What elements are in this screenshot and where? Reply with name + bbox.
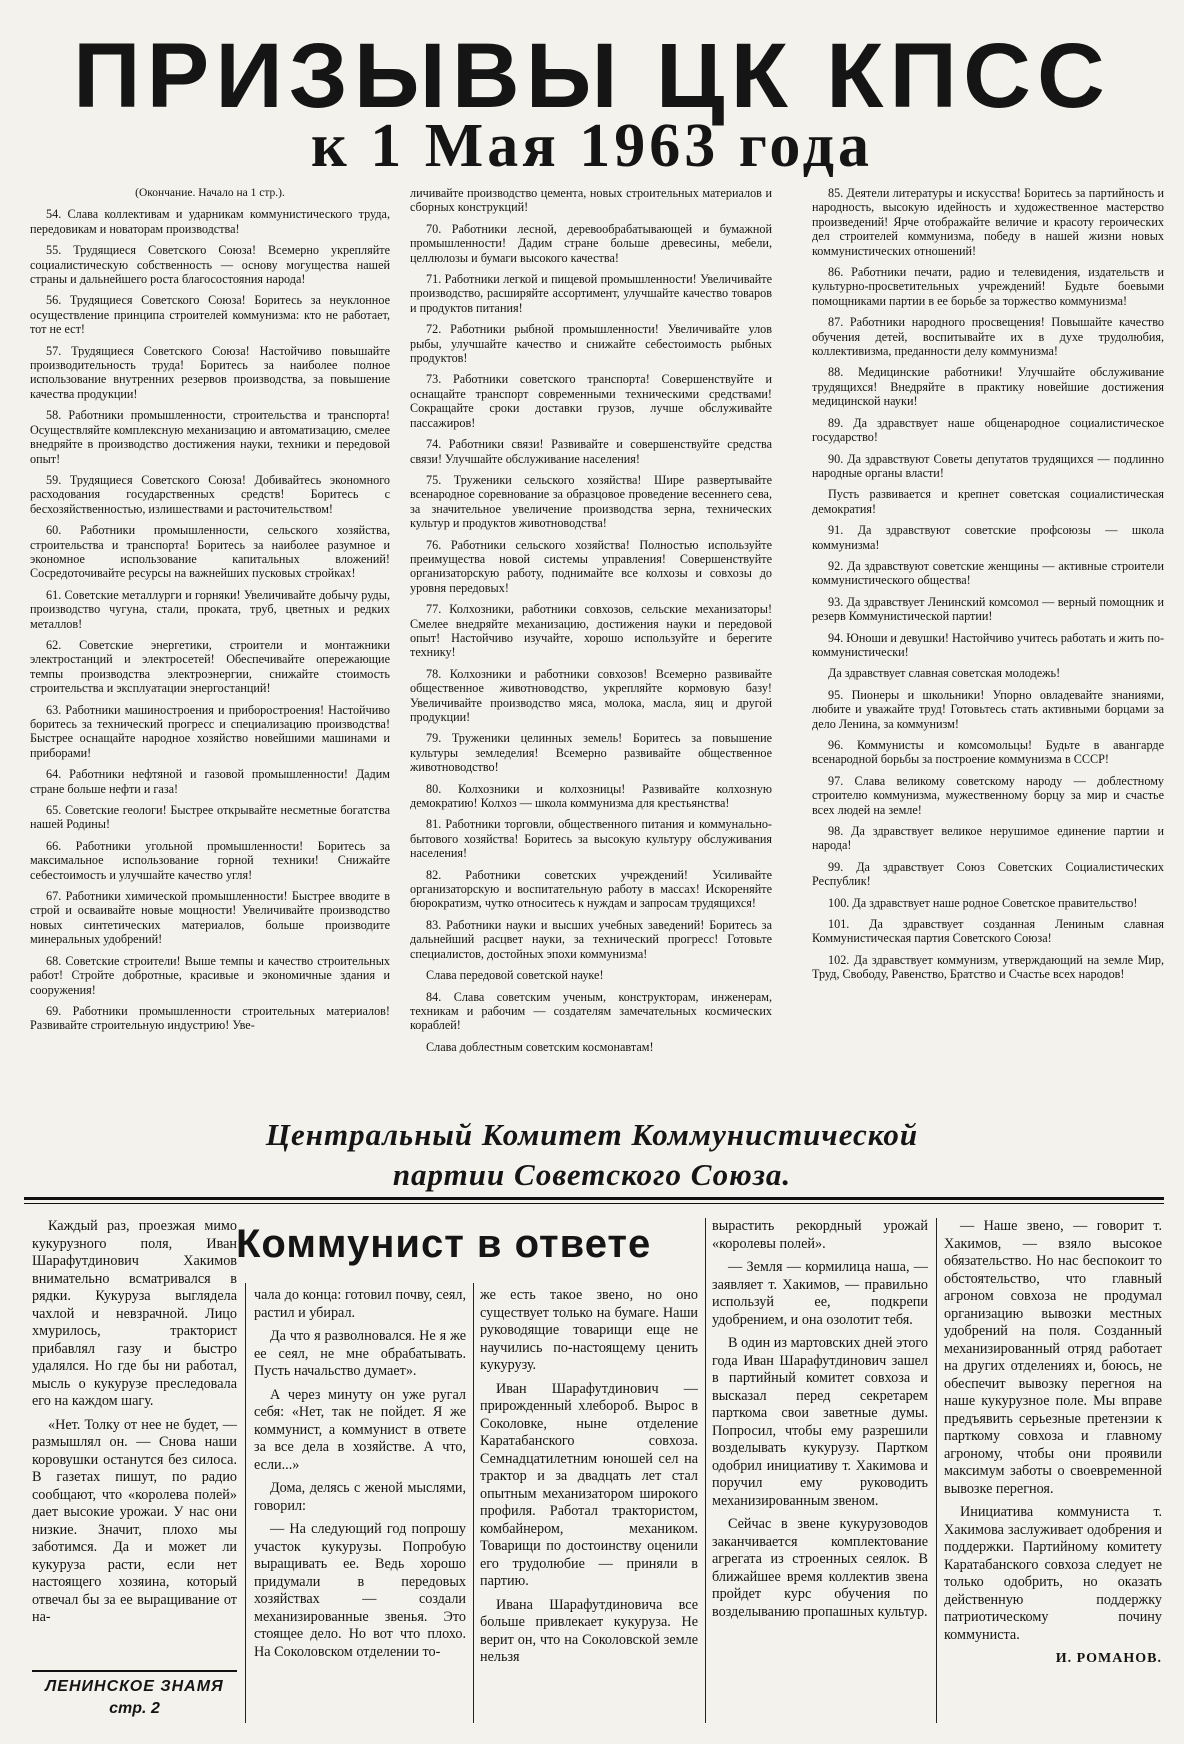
article-paragraph: Каждый раз, проезжая мимо кукурузного поля, Иван Шарафутдинович Хакимов внимательно всматривался в рядки. Кукуруза выглядела чахлой и невзрачной. Лицо хмурилось, тракторист прибавлял газу и быстро удалялся. Но где бы ни работал, мысль о кукурузе преследовала его на каждом шагу. [32,1218,237,1409]
article-paragraph: Сейчас в звене кукурузоводов заканчивается комплектование агрегата из строенных сеялок. В ближайшее время коллектив звена пройдет курс обучения по возделыванию пропашных культур. [712,1516,928,1620]
appeal-item: 76. Работники сельского хозяйства! Полностью используйте преимущества новой системы управления! Совершенствуйте организаторскую работу, поднимайте все колхозы и совхозы до уровня передовых! [410,537,772,595]
article-paragraph: же есть такое звено, но оно существует только на бумаге. Наши руководящие товарищи еще не научились по-настоящему ценить кукурузу. [480,1287,698,1373]
appeal-item: 54. Слава коллективам и ударникам коммунистического труда, передовикам и новаторам производства! [30,207,390,236]
continuation-note: (Окончание. Начало на 1 стр.). [135,187,285,199]
committee-signature [0,1115,1184,1195]
appeal-item: 98. Да здравствует великое нерушимое единение партии и народа! [812,824,1164,853]
appeal-item: 78. Колхозники и работники совхозов! Всемерно развивайте общественное животноводство, укрепляйте кормовую базу! Увеличивайте производство мяса, молока, масла, яиц и другой продукции! [410,666,772,724]
appeal-item: 67. Работники химической промышленности! Быстрее вводите в строй и осваивайте новые мощности! Увеличивайте производство новых синтетических материалов, больше производите минеральных удобрений! [30,889,390,947]
appeal-item: 75. Труженики сельского хозяйства! Шире развертывайте всенародное соревнование за образцовое проведение весеннего сева, за значительное увеличение производства зерна, технических культур и продуктов животноводства! [410,472,772,531]
signature-line-2: партии Советского Союза. [392,1157,792,1192]
article-column-3 [480,1287,698,1673]
article-paragraph: Да что я разволновался. Не я же ее сеял, не мне обрабатывать. Пусть начальство думает». [254,1328,466,1379]
article-paragraph: А через минуту он уже ругал себя: «Нет, так не пойдет. Я же коммунист, а коммунист в ответе за все дела в хозяйстве. А что, если...» [254,1386,466,1473]
appeal-item: 91. Да здравствуют советские профсоюзы — школа коммунизма! [812,523,1164,552]
appeal-item: 65. Советские геологи! Быстрее открывайте несметные богатства нашей Родины! [30,803,390,832]
appeal-item: 85. Деятели литературы и искусства! Боритесь за партийность и народность, высокую идейность и художественное мастерство произведений! Ярче отображайте величие и красоту героических дел строителей коммунизма, победу в нашей жизни новых коммунистических отношений! [812,186,1164,258]
appeal-item: 90. Да здравствуют Советы депутатов трудящихся — подлинно народные органы власти! [812,451,1164,480]
newspaper-name: ЛЕНИНСКОЕ ЗНАМЯ [45,1678,224,1695]
appeal-item: 77. Колхозники, работники совхозов, сельские механизаторы! Смелее внедряйте механизацию, достижения науки и передовой опыт! Настойчиво изучайте, хорошо используйте и берегите технику! [410,602,772,660]
appeal-item: 55. Трудящиеся Советского Союза! Всемерно укрепляйте социалистическую собственность — основу могущества нашей страны и дальнейшего роста благосостояния народа! [30,243,390,287]
appeal-item: 79. Труженики целинных земель! Боритесь за повышение культуры земледелия! Всемерно развивайте общественное животноводство! [410,731,772,775]
appeal-item: 100. Да здравствует наше родное Советское правительство! [828,895,1138,910]
appeal-item: 72. Работники рыбной промышленности! Увеличивайте улов рыбы, улучшайте качество и снижайте себестоимость рыбных продуктов! [410,322,772,366]
article-column-1 [32,1218,237,1633]
column-divider [705,1218,706,1723]
appeal-item: личивайте производство цемента, новых строительных материалов и сборных конструкций! [410,186,772,215]
appeal-item: 64. Работники нефтяной и газовой промышленности! Дадим стране больше нефти и газа! [30,767,390,796]
appeal-slogan: Пусть развивается и крепнет советская социалистическая демократия! [812,487,1164,516]
appeal-item: 95. Пионеры и школьники! Упорно овладевайте знаниями, любите и уважайте труд! Готовьтесь стать активными борцами за дело Ленина, за коммунизм! [812,687,1164,731]
article-paragraph: — На следующий год попрошу участок кукурузы. Попробую выращивать ее. Ведь хорошо придумали в передовых хозяйствах — создали механизированные звенья. Это стоящее дело. Но вот что плохо. На Соколовском отделении то- [254,1521,466,1660]
appeal-item: 86. Работники печати, радио и телевидения, издательств и культурно-просветительных учреждений! Будьте боевыми помощниками партии в ее борьбе за торжество коммунизма! [812,265,1164,308]
article-paragraph: В один из мартовских дней этого года Иван Шарафутдинович зашел в партийный комитет совхоза и высказал перед секретарем парткома свои заветные думы. Попросил, чтобы ему разрешили возделывать кукурузу. Партком одобрил инициативу т. Хакимова и поручил ему руководить механизированным звеном. [712,1335,928,1509]
appeal-item: 97. Слава великому советскому народу — доблестному строителю коммунизма, мужественному борцу за мир и счастье всех людей на земле! [812,773,1164,817]
appeal-item: 74. Работники связи! Развивайте и совершенствуйте средства связи! Улучшайте обслуживание населения! [410,437,772,466]
appeal-item: 57. Трудящиеся Советского Союза! Настойчиво повышайте производительность труда! Боритесь за наиболее полное использование внутренних резервов производства, за повышение качества продукции! [30,343,390,401]
column-divider [473,1283,474,1723]
article-paragraph: — Земля — кормилица наша, — заявляет т. Хакимов, — правильно используй ее, подкрепи удобрением, и она озолотит тебя. [712,1259,928,1328]
appeal-item: 102. Да здравствует коммунизм, утверждающий на земле Мир, Труд, Свободу, Равенство, Братство и Счастье всех народов! [812,952,1164,982]
appeal-slogan: Да здравствует славная советская молодежь! [828,666,1061,681]
appeal-item: 71. Работники легкой и пищевой промышленности! Увеличивайте производство, расширяйте ассортимент, улучшайте качество товаров и продуктов питания! [410,272,772,315]
appeals-column-2 [410,186,772,1061]
appeal-item: 63. Работники машиностроения и приборостроения! Настойчиво боритесь за технический прогресс и специализацию производства! Быстрее оснащайте народное хозяйство новейшими машинами и приборами! [30,702,390,760]
appeal-item: 101. Да здравствует созданная Лениным славная Коммунистическая партия Советского Союза! [812,917,1164,946]
article-paragraph: — Наше звено, — говорит т. Хакимов, — взяло высокое обязательство. Но нас беспокоит то обстоятельство, что главный агроном совхоза не продумал организацию вывозки местных удобрений на поля. Созданный механизированный отряд работает на других отделениях и, боюсь, не обеспечит вывозку перегноя на наше кукурузное поле. Мы вправе предъявить серьезные претензии к парткому совхоза и главному агроному, чтобы они проявили максимум заботы о своевременной вывозке перегноя. [944,1218,1162,1497]
appeal-item: 93. Да здравствует Ленинский комсомол — верный помощник и резерв Коммунистической партии! [812,594,1164,624]
appeal-item: 73. Работники советского транспорта! Совершенствуйте и оснащайте транспорт современными техническими средствами! Сокращайте сроки доставки грузов, лучше обслуживайте пассажиров! [410,372,772,430]
article-paragraph: Иван Шарафутдинович — прирожденный хлебороб. Вырос в Соколовке, ныне отделение Каратабанского совхоза. Семнадцатилетним юношей сел на трактор и за двадцать лет стал опытным механизатором широкого профиля. Работал трактористом, комбайнером, механиком. Товарищи по достоинству оценили его трудолюбие — приняли в партию. [480,1380,698,1589]
page-number: стр. 2 [109,1700,160,1717]
appeal-item: 83. Работники науки и высших учебных заведений! Боритесь за дальнейший расцвет науки, за технический прогресс! Готовьте специалистов, достойных эпохи коммунизма! [410,917,772,961]
appeal-item: 92. Да здравствуют советские женщины — активные строители коммунистического общества! [812,558,1164,588]
article-paragraph: вырастить рекордный урожай «королевы полей». [712,1218,928,1252]
appeal-item: 62. Советские энергетики, строители и монтажники электростанций и электросетей! Обеспечивайте опережающие темпы производства электроэнергии, снижайте стоимость строительства и эксплуатации энергостанций! [30,637,390,696]
appeal-item: 84. Слава советским ученым, конструкторам, инженерам, техникам и рабочим — создателям замечательных космических кораблей! [410,989,772,1033]
appeal-slogan: Слава доблестным советским космонавтам! [426,1039,654,1054]
article-paragraph: чала до конца: готовил почву, сеял, растил и убирал. [254,1287,466,1321]
footer-divider [32,1670,237,1672]
appeals-column-3 [812,186,1164,989]
article-paragraph: Ивана Шарафутдиновича все больше привлекает кукуруза. Не верит он, что на Соколовской земле нельзя [480,1596,698,1665]
appeal-item: 88. Медицинские работники! Улучшайте обслуживание трудящихся! Внедряйте в практику новейшие достижения медицинской науки! [812,365,1164,409]
appeal-slogan: Слава передовой советской науке! [426,968,604,983]
column-divider [245,1283,246,1723]
article-paragraph: Инициатива коммуниста т. Хакимова заслуживает одобрения и поддержки. Партийному комитету Каратабанского совхоза следует не только одобрить, но оказать действенную поддержку патриотическому почину коммуниста. [944,1504,1162,1643]
section-divider-thin [24,1203,1164,1204]
appeal-item: 66. Работники угольной промышленности! Боритесь за максимальное использование горной техники! Снижайте себестоимость и улучшайте качество угля! [30,838,390,882]
article-column-4 [712,1218,928,1627]
appeal-item: 81. Работники торговли, общественного питания и коммунально-бытового хозяйства! Боритесь за высокую культуру обслуживания населения! [410,817,772,861]
appeal-item: 58. Работники промышленности, строительства и транспорта! Осуществляйте комплексную механизацию и автоматизацию, смелее внедряйте в производство достижения науки, техники и передовой опыт! [30,408,390,466]
appeals-column-1 [30,186,390,1040]
article-paragraph: Дома, делясь с женой мыслями, говорил: [254,1480,466,1514]
section-divider [24,1197,1164,1200]
appeal-item: 87. Работники народного просвещения! Повышайте качество обучения детей, воспитывайте их в духе трудолюбия, коллективизма, преданности делу коммунизма! [812,315,1164,359]
page-headline: ПРИЗЫВЫ ЦК КПСС [73,25,1111,127]
appeal-item: 69. Работники промышленности строительных материалов! Развивайте строительную индустрию! Уве- [30,1003,390,1033]
appeal-item: 70. Работники лесной, деревообрабатывающей и бумажной промышленности! Дадим стране больше древесины, мебели, целлюлозы и бумаги высокого качества! [410,221,772,265]
article-paragraph: «Нет. Толку от нее не будет, — размышлял он. — Снова наши коровушки останутся без силоса. В газетах пишут, по радио сообщают, что «королева полей» дает высокие урожаи. У нас они низкие. Значит, плохо мы заботимся. Да и может ли кукуруза расти, если нет настоящего хозяина, который отвечал бы за ее выращивание от на- [32,1416,237,1625]
signature-line-1: Центральный Комитет Коммунистической [265,1117,919,1152]
appeal-item: 96. Коммунисты и комсомольцы! Будьте в авангарде всенародной борьбы за построение коммунизма в СССР! [812,738,1164,767]
article-column-2 [254,1287,466,1667]
article-title: Коммунист в ответе [236,1222,652,1266]
appeal-item: 94. Юноши и девушки! Настойчиво учитесь работать и жить по-коммунистически! [812,630,1164,659]
appeal-item: 68. Советские строители! Выше темпы и качество строительных работ! Стройте добротные, красивые и экономичные здания и сооружения! [30,953,390,997]
appeal-item: 80. Колхозники и колхозницы! Развивайте колхозную демократию! Колхоз — школа коммунизма для крестьянства! [410,781,772,811]
appeal-item: 61. Советские металлурги и горняки! Увеличивайте добычу руды, производство чугуна, стали, проката, труб, цветных и редких металлов! [30,587,390,631]
appeal-item: 82. Работники советских учреждений! Усиливайте организаторскую и воспитательную работу в массах! Искореняйте бюрократизм, чутко относитесь к нуждам и запросам трудящихся! [410,867,772,911]
appeal-item: 59. Трудящиеся Советского Союза! Добивайтесь экономного расходования государственных средств! Боритесь с бесхозяйственностью, излишествами и расточительством! [30,472,390,516]
appeal-item: 60. Работники промышленности, сельского хозяйства, строительства и транспорта! Боритесь за наиболее разумное и экономное использование капитальных вложений! Сосредоточивайте ресурсы на важнейших пусковых стройках! [30,523,390,581]
page-subheadline: к 1 Мая 1963 года [311,112,873,180]
appeal-item: 99. Да здравствует Союз Советских Социалистических Республик! [812,859,1164,889]
column-divider [936,1218,937,1723]
article-column-5 [944,1218,1162,1668]
appeal-item: 56. Трудящиеся Советского Союза! Боритесь за неуклонное осуществление принципа строителей коммунизма: кто не работает, тот не ест! [30,293,390,337]
appeal-item: 89. Да здравствует наше общенародное социалистическое государство! [812,415,1164,445]
article-author: И. РОМАНОВ. [1055,1651,1162,1666]
